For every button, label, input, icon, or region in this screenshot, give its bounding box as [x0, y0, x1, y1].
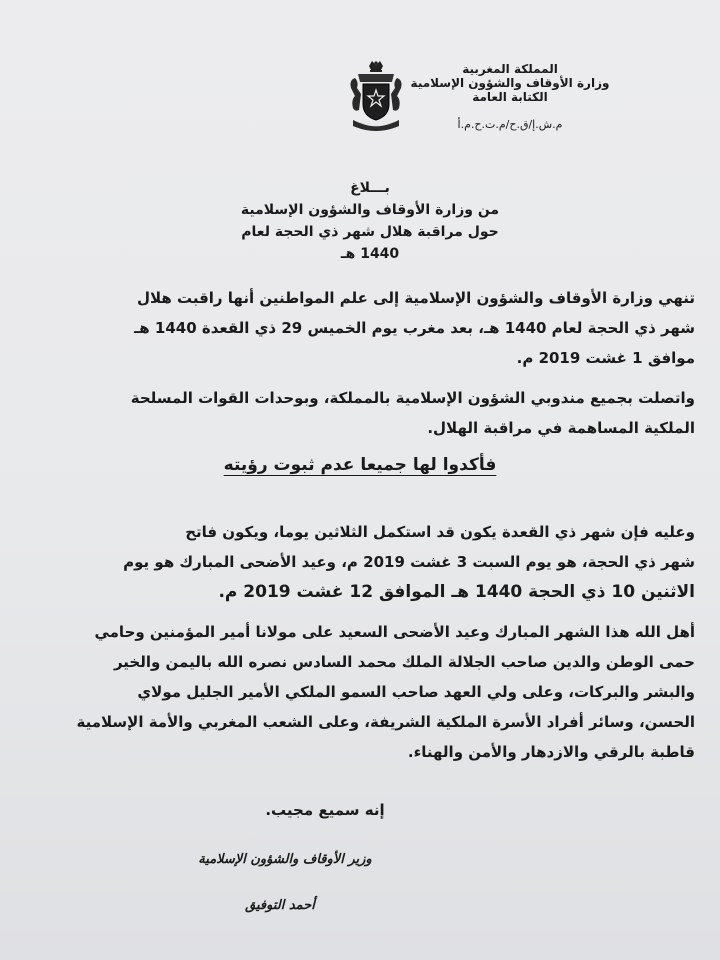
paragraph-line: والبشر والبركات، وعلى ولي العهد صاحب السمو الملكي الأمير الجليل مولاي	[137, 683, 695, 701]
paragraph-line: شهر ذي الحجة لعام 1440 هـ، بعد مغرب يوم الخميس 29 ذي القعدة 1440 هـ	[134, 319, 695, 337]
paragraph-line: الاثنين 10 ذي الحجة 1440 هـ الموافق 12 غشت 2019 م.	[218, 582, 695, 602]
reference-code: م.ش.إ/ق.ح/م.ت.ح.م.أ	[457, 118, 563, 131]
paragraph-line: قاطبة بالرقي والازدهار والأمن والهناء.	[407, 743, 695, 761]
paragraph-line: وعليه فإن شهر ذي القعدة يكون قد استكمل الثلاثين يوما، ويكون فاتح	[185, 523, 695, 541]
paragraph-line: موافق 1 غشت 2019 م.	[516, 349, 695, 367]
letterhead-line-ministry: وزارة الأوقاف والشؤون الإسلامية	[410, 76, 610, 90]
title-line-from-ministry: من وزارة الأوقاف والشؤون الإسلامية	[240, 202, 500, 218]
title-line-subject: حول مراقبة هلال شهر ذي الحجة لعام 1440 هـ	[241, 224, 499, 262]
royal-coat-of-arms-icon	[345, 60, 407, 136]
paragraph-greetings	[76, 617, 695, 767]
paragraph-observation	[115, 283, 695, 373]
signatory-title: وزير الأوقاف والشؤون الإسلامية	[198, 852, 372, 867]
paragraph-line: تنهي وزارة الأوقاف والشؤون الإسلامية إلى علم المواطنين أنها راقبت هلال	[136, 289, 695, 307]
paragraph-contacts	[115, 383, 695, 443]
confirmation-subheading	[200, 455, 520, 475]
paragraph-line: حمى الوطن والدين صاحب الجلالة الملك محمد السادس نصره الله باليمن والخير	[113, 653, 695, 671]
title-line-announcement: بـــلاغ	[350, 180, 390, 196]
letterhead	[410, 62, 610, 104]
paragraph-line: واتصلت بجميع مندوبي الشؤون الإسلامية بالمملكة، وبوحدات القوات المسلحة	[130, 389, 695, 407]
letterhead-line-secretariat: الكتابة العامة	[472, 90, 548, 104]
letterhead-line-kingdom: المملكة المغربية	[462, 62, 558, 76]
subheading-text: فأكدوا لها جميعا عدم ثبوت رؤيته	[223, 455, 497, 475]
paragraph-line: الحسن، وسائر أفراد الأسرة الملكية الشريفة، وعلى الشعب المغربي والأمة الإسلامية	[76, 713, 695, 731]
closing-prayer: إنه سميع مجيب.	[265, 801, 385, 819]
announcement-title	[230, 177, 510, 265]
paragraph-dates	[115, 517, 695, 607]
paragraph-line: الملكية المساهمة في مراقبة الهلال.	[427, 419, 695, 437]
paragraph-line: أهل الله هذا الشهر المبارك وعيد الأضحى السعيد على مولانا أمير المؤمنين وحامي	[94, 623, 695, 641]
paragraph-line: شهر ذي الحجة، هو يوم السبت 3 غشت 2019 م، وعيد الأضحى المبارك هو يوم	[123, 553, 695, 571]
signatory-name: أحمد التوفيق	[245, 898, 315, 913]
